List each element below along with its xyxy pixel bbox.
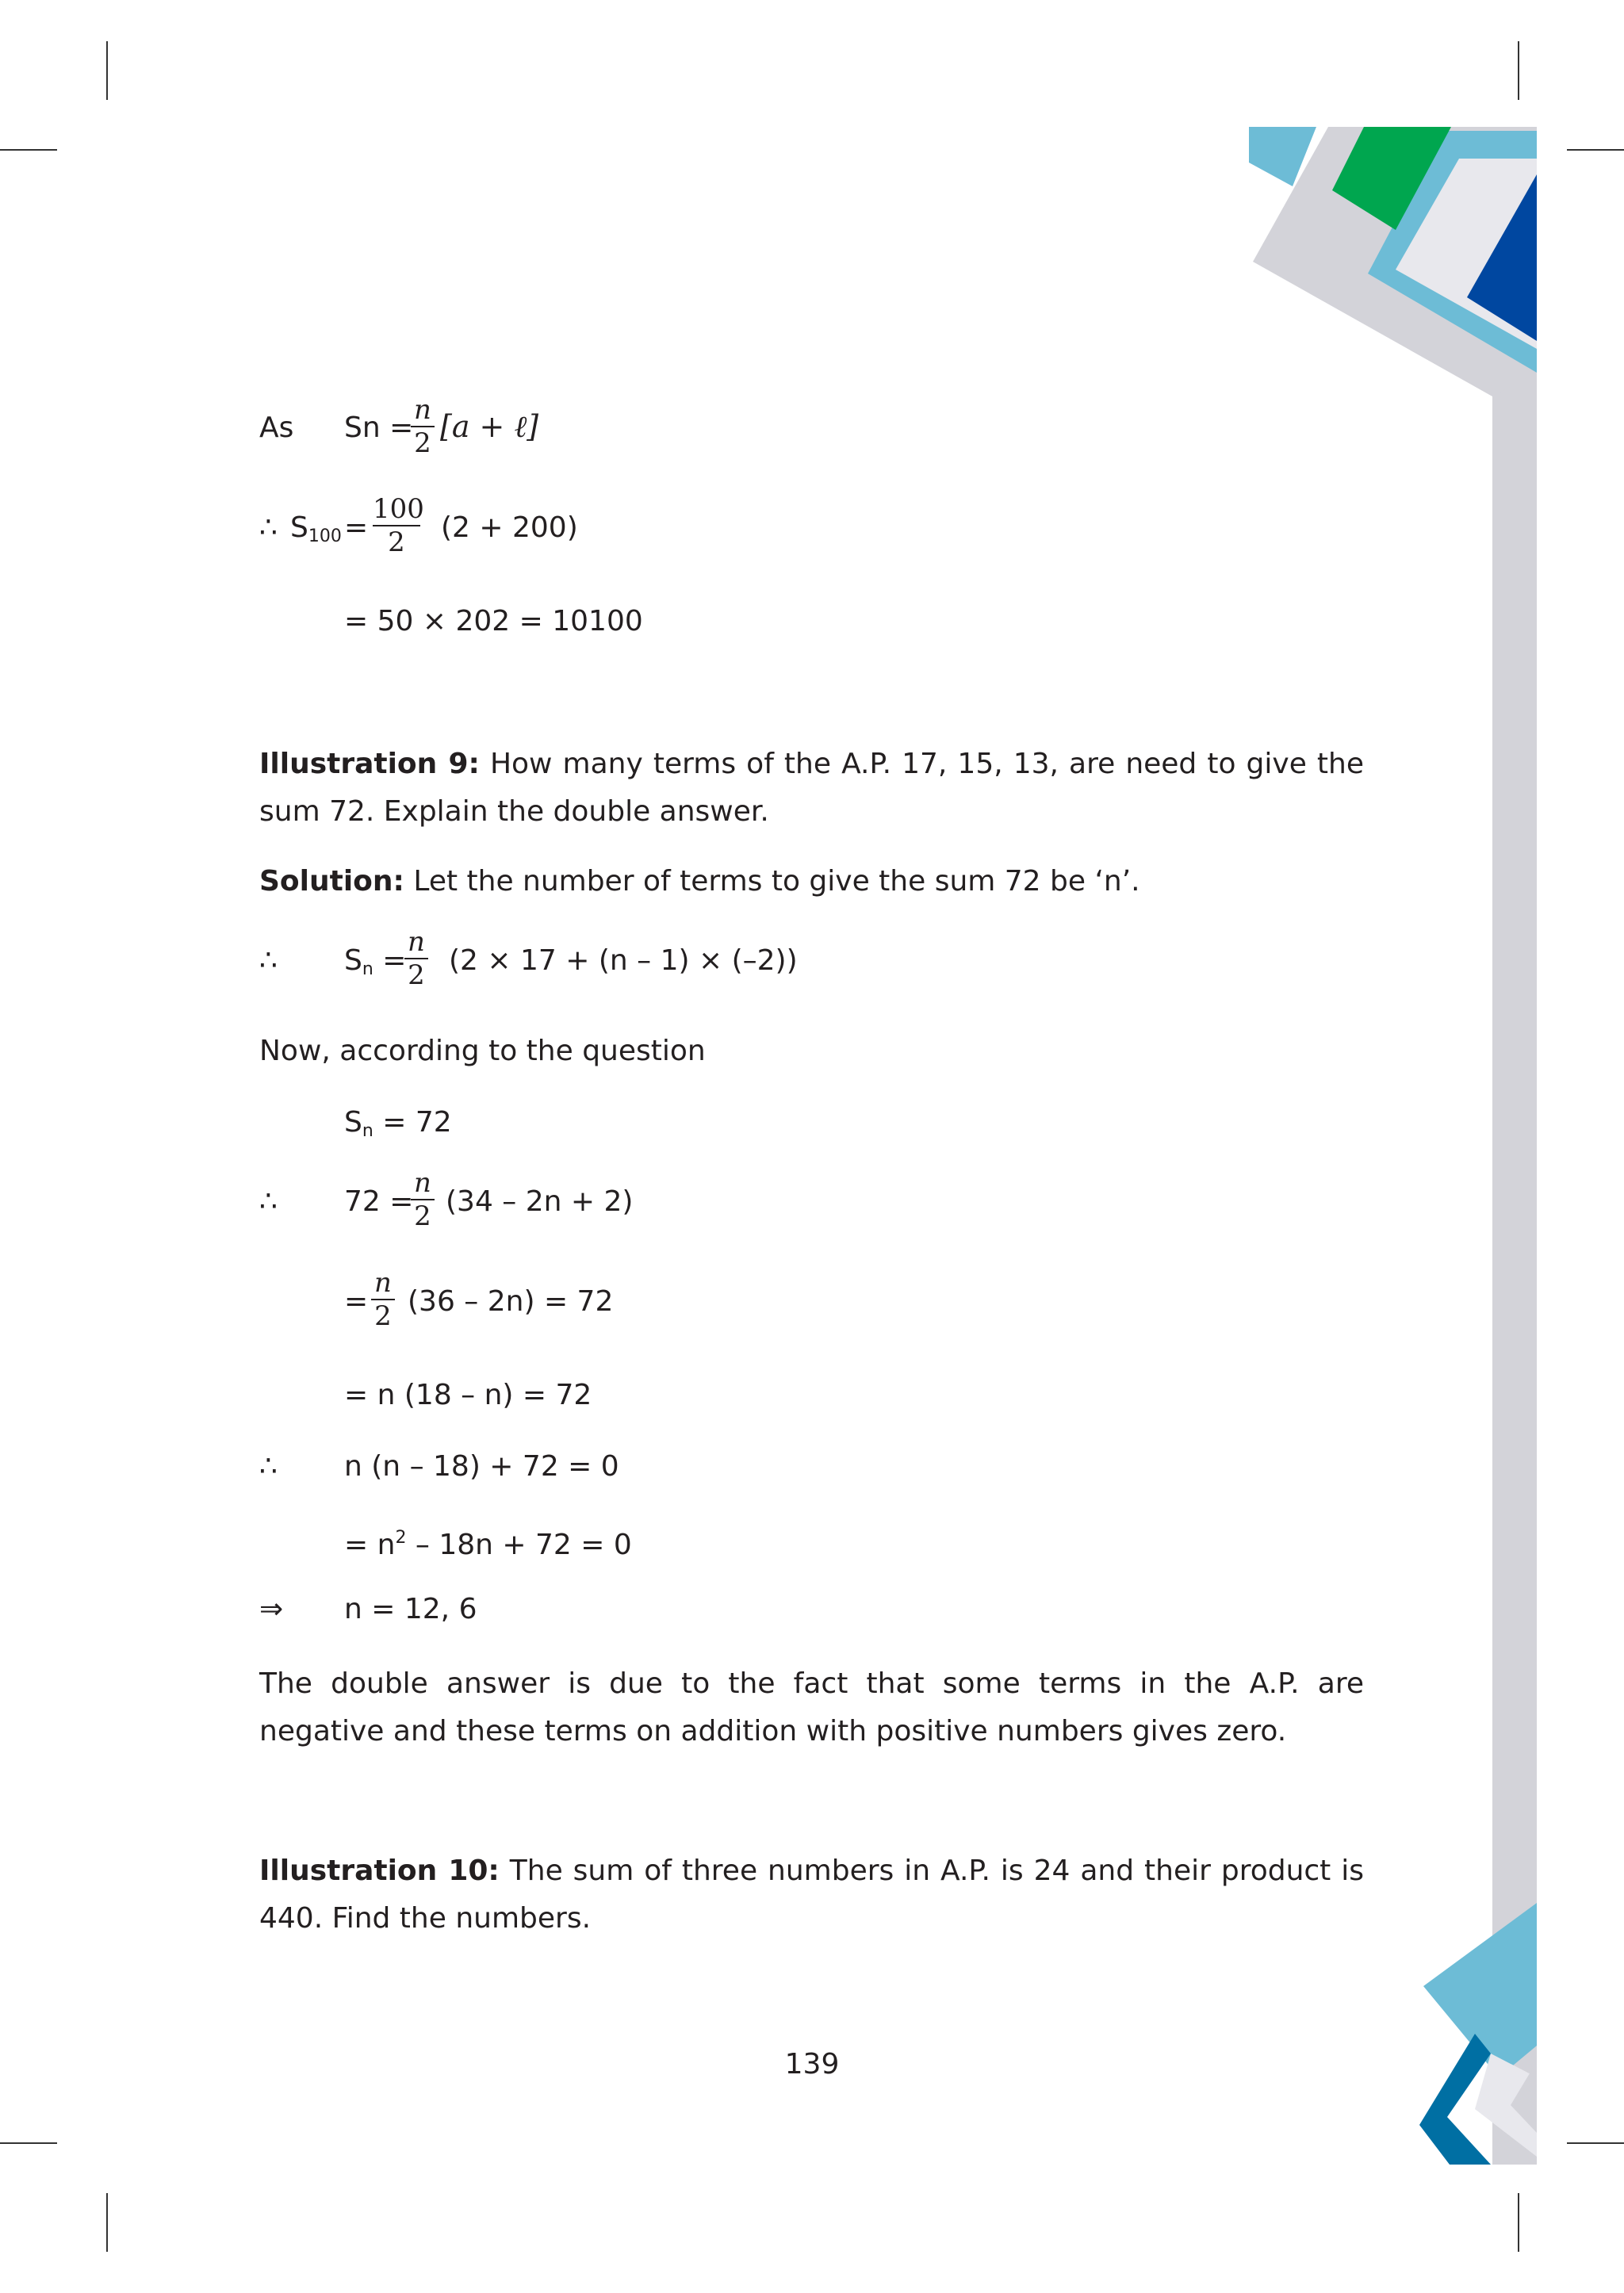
therefore-symbol: ∴	[259, 511, 278, 544]
equals: =	[344, 511, 369, 544]
implies-symbol: ⇒	[259, 1593, 284, 1625]
denominator: 2	[414, 427, 431, 459]
numerator: 100	[373, 493, 424, 525]
eq5: n (n – 18) + 72 = 0	[344, 1450, 619, 1483]
fraction-n-over-2	[371, 1267, 395, 1332]
s100-lhs	[290, 511, 342, 554]
eq3-rhs: (36 – 2n) = 72	[408, 1285, 614, 1318]
therefore-symbol: ∴	[259, 1185, 278, 1218]
illustration-label: Illustration 10:	[259, 1855, 500, 1887]
illustration-10	[259, 1847, 1364, 1943]
numerator: n	[408, 926, 425, 958]
sn-lhs: Sn =	[344, 412, 414, 444]
denominator: 2	[408, 959, 425, 991]
eq4: = n (18 – n) = 72	[344, 1379, 592, 1411]
denominator: 2	[388, 526, 405, 558]
subscript: 100	[308, 526, 342, 546]
bracket-expression: [a + ℓ]	[440, 409, 539, 444]
eq2-rhs: (34 – 2n + 2)	[446, 1185, 634, 1218]
solution-line	[259, 864, 1140, 899]
s-letter: S	[344, 1106, 362, 1139]
subscript: n	[362, 1121, 373, 1141]
now-text: Now, according to the question	[259, 1035, 706, 1067]
eq6-b: – 18n + 72 = 0	[406, 1529, 632, 1561]
eq6	[344, 1521, 632, 1563]
illustration-text: The sum of three numbers in A.P. is 24 and their product is 440. Find the numbers.	[259, 1855, 1364, 1935]
sn-lhs	[344, 944, 406, 987]
therefore-symbol: ∴	[259, 944, 278, 977]
s-letter: S	[290, 511, 308, 544]
fraction-n-over-2	[411, 1167, 435, 1232]
eq6-a: = n	[344, 1529, 396, 1561]
as-label: As	[259, 412, 294, 444]
sn-formula-rhs: (2 × 17 + (n – 1) × (–2))	[449, 944, 798, 977]
eq3-lhs: =	[344, 1285, 369, 1318]
denominator: 2	[374, 1300, 392, 1332]
numerator: n	[414, 394, 431, 426]
solution-label: Solution:	[259, 865, 404, 898]
s-letter: S	[344, 944, 362, 977]
result-line: = 50 × 202 = 10100	[344, 605, 643, 637]
rhs-expression: (2 + 200)	[441, 511, 578, 544]
page-number: 139	[784, 2048, 840, 2081]
eq7: n = 12, 6	[344, 1593, 477, 1625]
fraction-n-over-2	[404, 926, 428, 991]
numerator: n	[374, 1267, 392, 1299]
eq2-lhs: 72 =	[344, 1185, 414, 1218]
illustration-label: Illustration 9:	[259, 748, 480, 780]
therefore-symbol: ∴	[259, 1450, 278, 1483]
value: = 72	[373, 1106, 452, 1139]
numerator: n	[414, 1167, 431, 1199]
equals: =	[382, 944, 407, 977]
denominator: 2	[414, 1200, 431, 1232]
illustration-text: How many terms of the A.P. 17, 15, 13, are need to give the sum 72. Explain the double answer.	[259, 748, 1364, 828]
subscript: n	[362, 959, 373, 979]
illustration-9	[259, 741, 1364, 836]
sn-equals-72	[344, 1105, 452, 1149]
solution-text: Let the number of terms to give the sum 72 be ‘n’.	[413, 865, 1140, 898]
fraction-n-over-2	[411, 394, 435, 459]
fraction-100-over-2	[373, 493, 424, 558]
conclusion: The double answer is due to the fact that some terms in the A.P. are negative and these terms on addition with positive numbers gives zero.	[259, 1667, 1364, 1748]
superscript: 2	[395, 1528, 407, 1548]
